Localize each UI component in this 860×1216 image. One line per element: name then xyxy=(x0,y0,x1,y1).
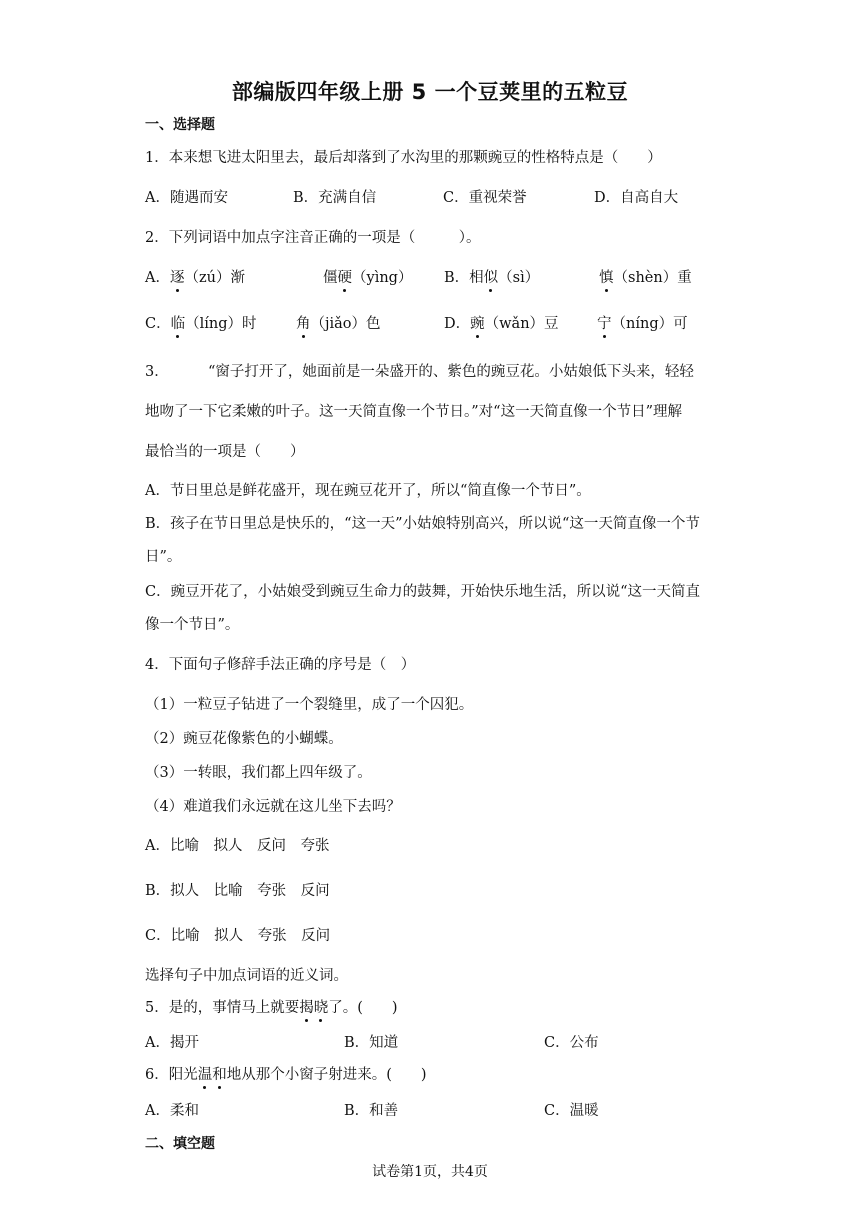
text: D． xyxy=(444,316,471,332)
text: 了。( ) xyxy=(328,1000,398,1016)
question-2-stem: 2．下列词语中加点字注音正确的一项是（ ）。 xyxy=(145,230,481,246)
question-2-option-a-word2 xyxy=(323,266,412,287)
question-3-option-c-line-1: C．豌豆开花了，小姑娘受到豌豆生命力的鼓舞，开始快乐地生活，所以说“这一天简直 xyxy=(145,584,701,600)
question-3-option-b-line-1: B．孩子在节日里总是快乐的，“这一天”小姑娘特别高兴，所以说“这一天简直像一个节 xyxy=(145,516,700,532)
text: 僵 xyxy=(323,270,338,286)
text: （líng）时 xyxy=(185,316,257,332)
question-2-option-d xyxy=(444,312,559,333)
dotted-char: 晓 xyxy=(314,996,329,1017)
question-6-option-a: A．柔和 xyxy=(145,1103,199,1119)
text: （zú）渐 xyxy=(184,270,245,286)
question-4-option-c: C．比喻 拟人 夸张 反问 xyxy=(145,928,331,944)
question-1-option-a: A．随遇而安 xyxy=(145,190,228,206)
question-4-sentence-4: （4）难道我们永远就在这儿坐下去吗？ xyxy=(145,799,401,815)
question-1-option-c: C．重视荣誉 xyxy=(443,190,527,206)
text: （shèn）重 xyxy=(613,270,692,286)
question-6-option-b: B．和善 xyxy=(344,1103,399,1119)
text: （níng）可 xyxy=(611,316,688,332)
text: 5．是的，事情马上就要 xyxy=(145,1000,300,1016)
question-5-option-c: C．公布 xyxy=(544,1035,599,1051)
dotted-char: 温 xyxy=(198,1063,213,1084)
question-3-number: 3． xyxy=(145,364,169,380)
text: （sì） xyxy=(498,270,540,286)
section-heading-choice: 一、选择题 xyxy=(145,117,215,133)
question-1-option-b: B．充满自信 xyxy=(293,190,377,206)
section-heading-fill-in: 二、填空题 xyxy=(145,1136,215,1152)
question-4-sentence-1: （1）一粒豆子钻进了一个裂缝里，成了一个囚犯。 xyxy=(145,697,474,713)
dotted-char: 似 xyxy=(484,266,499,287)
question-5-option-a: A．揭开 xyxy=(145,1035,199,1051)
dotted-char: 宁 xyxy=(597,312,612,333)
question-5-stem xyxy=(145,996,398,1017)
dotted-char: 揭 xyxy=(299,996,314,1017)
dotted-char: 硬 xyxy=(338,266,353,287)
question-2-option-a xyxy=(145,266,245,287)
text: （jiǎo）色 xyxy=(310,316,381,332)
question-4-stem: 4．下面句子修辞手法正确的序号是（ ） xyxy=(145,657,416,673)
question-3-option-a: A．节日里总是鲜花盛开，现在豌豆花开了，所以“简直像一个节日”。 xyxy=(145,483,591,499)
question-2-option-b-word2 xyxy=(599,266,692,287)
text: A． xyxy=(145,270,170,286)
question-2-option-c xyxy=(145,312,257,333)
question-3-line-1: “窗子打开了，她面前是一朵盛开的、紫色的豌豆花。小姑娘低下头来，轻轻 xyxy=(208,364,694,380)
dotted-char: 角 xyxy=(296,312,311,333)
page-title: 部编版四年级上册 5 一个豆荚里的五粒豆 xyxy=(231,80,629,104)
question-3-option-c-line-2: 像一个节日”。 xyxy=(145,617,240,633)
page-footer: 试卷第1页，共4页 xyxy=(372,1164,488,1180)
dotted-char: 豌 xyxy=(470,312,485,333)
question-3-option-b-line-2: 日”。 xyxy=(145,549,182,565)
question-5-option-b: B．知道 xyxy=(344,1035,399,1051)
question-3-line-3: 最恰当的一项是（ ） xyxy=(145,444,305,460)
question-1-stem: 1．本来想飞进太阳里去，最后却落到了水沟里的那颗豌豆的性格特点是（ ） xyxy=(145,150,662,166)
dotted-char: 和 xyxy=(212,1063,227,1084)
question-2-option-b xyxy=(444,266,539,287)
question-6-option-c: C．温暖 xyxy=(544,1103,599,1119)
question-4-sentence-2: （2）豌豆花像紫色的小蝴蝶。 xyxy=(145,731,343,747)
question-4-option-a: A．比喻 拟人 反问 夸张 xyxy=(145,838,330,854)
text: 6．阳光 xyxy=(145,1067,198,1083)
question-1-option-d: D．自高自大 xyxy=(594,190,679,206)
question-2-option-c-word2 xyxy=(296,312,381,333)
question-6-stem xyxy=(145,1063,427,1084)
text: B．相 xyxy=(444,270,484,286)
dotted-char: 临 xyxy=(171,312,186,333)
text: （wǎn）豆 xyxy=(484,316,559,332)
text: C． xyxy=(145,316,171,332)
question-4-option-b: B．拟人 比喻 夸张 反问 xyxy=(145,883,330,899)
dotted-char: 逐 xyxy=(170,266,185,287)
question-4-sentence-3: （3）一转眼，我们都上四年级了。 xyxy=(145,765,372,781)
dotted-char: 慎 xyxy=(599,266,614,287)
question-3-line-2: 地吻了一下它柔嫩的叶子。这一天简直像一个节日。”对“这一天简直像一个节日”理解 xyxy=(145,404,682,420)
instruction-q5-q6: 选择句子中加点词语的近义词。 xyxy=(145,968,348,984)
text: 地从那个小窗子射进来。( ) xyxy=(226,1067,427,1083)
question-2-option-d-word2 xyxy=(597,312,688,333)
text: （yìng） xyxy=(352,270,413,286)
